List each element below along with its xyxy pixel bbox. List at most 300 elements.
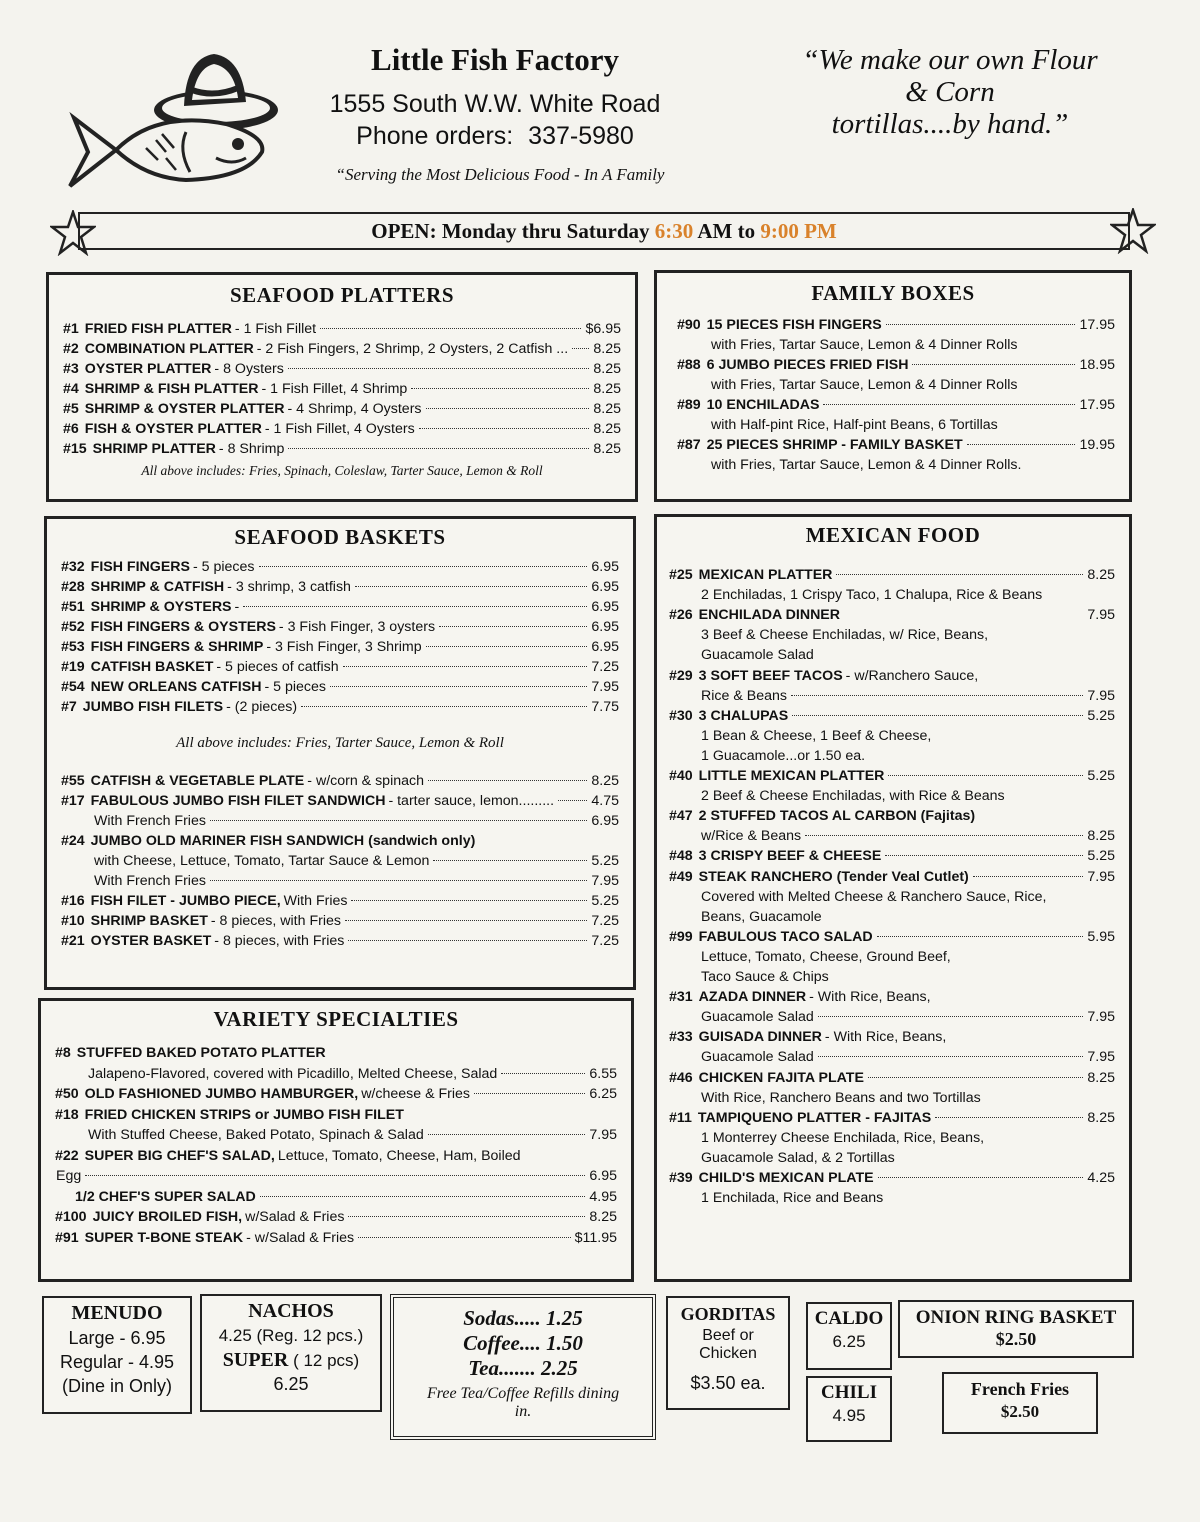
item-price: 17.95 [1079,397,1115,413]
item-name: 3 CHALUPAS [698,707,789,724]
item-number: #6 [63,421,79,437]
item-number: #49 [669,868,693,885]
item-name: SHRIMP & CATFISH [90,579,225,595]
nachos-regular: 4.25 (Reg. 12 pcs.) [218,1326,364,1345]
menu-item [669,806,1115,826]
item-description: - (2 pieces) [226,699,298,715]
item-detail: Guacamole Salad [701,1049,814,1066]
menu-item [61,697,619,717]
item-description: - 8 pieces, with Fries [214,933,345,949]
item-name: SHRIMP & OYSTERS [90,599,232,615]
gorditas-line-1: Beef or [702,1327,754,1344]
item-description: - [234,599,240,615]
item-number: #21 [61,933,85,949]
item-description: - 8 Oysters [214,361,284,377]
item-name: FRIED FISH PLATTER [84,321,232,337]
drinks-box [390,1294,656,1440]
item-price: 8.25 [589,1209,617,1225]
menu-item [61,931,619,951]
item-number: #10 [61,913,85,929]
dot-leader [85,1175,585,1176]
sodas-price: Sodas..... 1.25 [463,1306,583,1330]
dot-leader [877,936,1084,937]
item-detail: 1 Enchilada, Rice and Beans [701,1190,884,1207]
item-name: AZADA DINNER [698,989,807,1006]
dot-leader [558,800,587,801]
dot-leader [301,706,587,707]
menu-item [91,811,619,831]
item-price: 7.95 [1087,1049,1115,1066]
chili-box [806,1376,892,1442]
item-description: - 1 Fish Fillet, 4 Shrimp [261,381,408,397]
item-name: TAMPIQUENO PLATTER - FAJITAS [697,1109,932,1126]
menu-item [63,339,621,359]
item-price: 6.95 [591,639,619,655]
item-name: SHRIMP BASKET [90,913,208,929]
dot-leader [439,626,587,627]
item-price: 18.95 [1079,357,1115,373]
item-number: #51 [61,599,85,615]
item-number: #15 [63,441,87,457]
item-name: SHRIMP PLATTER [92,441,216,457]
section-title: VARIETY SPECIALTIES [213,1007,459,1031]
open-start: 6:30 [654,219,694,243]
item-name: FISH FILET - JUMBO PIECE, [90,893,281,909]
nachos-box [200,1294,382,1412]
item-description: With Stuffed Cheese, Baked Potato, Spinach & Salad [88,1127,424,1143]
menu-item [677,395,1115,415]
item-detail: Covered with Melted Cheese & Ranchero Sauce, Rice, [701,888,1047,905]
item-number: #54 [61,679,85,695]
item-number: #18 [55,1106,79,1123]
item-price: $11.95 [574,1229,617,1246]
menudo-note: (Dine in Only) [61,1376,173,1396]
item-price: 4.25 [1087,1170,1115,1186]
item-detail: with Half-pint Rice, Half-pint Beans, 6 Tortillas [711,417,998,433]
item-price: 6.95 [591,599,619,615]
menu-item [669,1108,1115,1128]
restaurant-name: Little Fish Factory [371,42,619,77]
dot-leader [243,606,587,607]
item-price: 6.95 [589,1168,617,1184]
onion-ring-title: ONION RING BASKET [915,1307,1117,1328]
item-number: #1 [63,321,79,337]
tortilla-quote [760,44,1140,140]
item-name: FRIED CHICKEN STRIPS or JUMBO FISH FILET [84,1106,404,1123]
chili-title: CHILI [821,1382,877,1403]
item-detail: 3 Beef & Cheese Enchiladas, w/ Rice, Beans, [701,627,989,644]
nachos-super-qty: ( 12 pcs) [293,1351,360,1370]
menu-item [61,677,619,697]
item-description: with Cheese, Lettuce, Tomato, Tartar Sauce & Lemon [94,853,430,869]
dot-leader [967,444,1076,445]
menu-item [677,355,1115,375]
dot-leader [288,448,589,449]
item-detail: w/Rice & Beans [701,828,802,845]
serving-tagline: “Serving the Most Delicious Food - In A Family [335,165,665,184]
menu-item [55,1207,617,1227]
menu-item [63,439,621,459]
dot-leader [348,940,587,941]
item-price: 5.25 [1087,768,1115,784]
item-detail: 1 Monterrey Cheese Enchilada, Rice, Beans, [701,1129,985,1146]
item-price: 6.25 [589,1086,617,1102]
item-price: 8.25 [593,341,621,357]
item-description: - 2 Fish Fingers, 2 Shrimp, 2 Oysters, 2 Catfish ... [256,341,569,357]
menu-item [75,1187,617,1207]
item-name: OYSTER PLATTER [84,361,212,377]
dot-leader [818,1056,1084,1057]
item-price: 8.25 [1087,1109,1115,1126]
open-end: 9:00 [760,219,799,243]
item-number: #50 [55,1086,79,1102]
item-price: 6.95 [591,619,619,635]
section-title: SEAFOOD PLATTERS [229,283,455,307]
item-number: #33 [669,1029,693,1046]
item-price: 7.25 [591,913,619,929]
open-pm: PM [804,219,837,243]
menu-item [91,871,619,891]
item-description: - 8 Shrimp [218,441,285,457]
menu-item [61,597,619,617]
item-price: 7.95 [591,873,619,889]
dot-leader [805,835,1083,836]
item-name: LITTLE MEXICAN PLATTER [698,768,885,784]
menu-item [55,1146,617,1166]
dot-leader [886,324,1076,325]
item-description: w/Salad & Fries [245,1209,345,1225]
item-number: #30 [669,707,693,724]
item-price: 8.25 [593,381,621,397]
family-boxes-section [654,270,1132,502]
dot-leader [973,876,1084,877]
dot-leader [572,348,589,349]
item-price: 8.25 [1087,1069,1115,1086]
dot-leader [935,1117,1083,1118]
item-number: #48 [669,848,693,865]
item-price: 7.95 [1087,868,1115,885]
nachos-super-label: SUPER [222,1349,289,1371]
dot-leader [868,1077,1083,1078]
item-description: - 5 pieces of catfish [216,659,339,675]
item-price: 8.25 [593,401,621,417]
item-number: #100 [55,1209,87,1225]
menu-item [85,1125,617,1145]
quote-line-3: tortillas....by hand.” [831,108,1069,140]
item-description: With Fries [283,893,348,909]
dot-leader [792,715,1083,716]
menu-item [63,379,621,399]
menu-item-continued [701,1007,1115,1027]
item-detail: Rice & Beans [701,687,787,704]
item-number: #26 [669,607,693,624]
item-number: #11 [669,1109,692,1126]
item-detail: with Fries, Tartar Sauce, Lemon & 4 Dinner Rolls. [711,457,1022,473]
refills-note: Free Tea/Coffee Refills dining [426,1385,620,1402]
menu-item [61,911,619,931]
item-name: ENCHILADA DINNER [698,607,841,624]
item-detail: 1 Guacamole...or 1.50 ea. [701,747,866,764]
dot-leader [348,1216,585,1217]
item-description: - tarter sauce, lemon......... [388,793,555,809]
tea-price: Tea....... 2.25 [468,1356,578,1380]
variety-specialties-section [38,998,634,1282]
item-number: #39 [669,1170,693,1186]
item-number: #90 [677,317,701,333]
item-detail: with Fries, Tartar Sauce, Lemon & 4 Dinner Rolls [711,377,1018,393]
french-fries-title: French Fries [970,1379,1070,1399]
item-name: 2 STUFFED TACOS AL CARBON (Fajitas) [698,808,976,825]
dot-leader [260,1196,586,1197]
item-name: FABULOUS JUMBO FISH FILET SANDWICH [90,793,386,809]
dot-leader [288,368,590,369]
item-price: $6.95 [585,321,621,337]
item-price: 19.95 [1079,437,1115,453]
item-detail: With Rice, Ranchero Beans and two Tortillas [701,1089,981,1106]
item-price: 5.25 [591,893,619,909]
menu-item [85,1064,617,1084]
menu-item [669,987,1115,1007]
mexican-food-section [654,514,1132,1282]
nachos-super [202,1349,380,1372]
dot-leader [355,586,587,587]
item-price: 6.95 [591,813,619,829]
item-number: #7 [61,699,77,715]
hours-banner [78,212,1130,250]
item-name: JUICY BROILED FISH, [92,1209,243,1225]
gorditas-box [666,1296,790,1410]
item-name: SHRIMP & OYSTER PLATTER [84,401,285,417]
item-description: - 3 shrimp, 3 catfish [227,579,351,595]
menu-item-continued [701,1047,1115,1067]
item-detail: 2 Enchiladas, 1 Crispy Taco, 1 Chalupa, Rice & Beans [701,587,1043,604]
item-name: 6 JUMBO PIECES FRIED FISH [706,357,909,373]
item-description: With French Fries [94,813,206,829]
section-note: All above includes: Fries, Tarter Sauce, Lemon & Roll [176,735,504,751]
item-price: 7.25 [591,933,619,949]
menu-item [63,399,621,419]
item-number: #53 [61,639,85,655]
phone-number: 337-5980 [528,122,634,150]
item-number: #22 [55,1147,79,1164]
menudo-title: MENUDO [71,1302,163,1324]
item-name: OLD FASHIONED JUMBO HAMBURGER, [84,1086,359,1102]
item-number: #87 [677,437,701,453]
item-description: - 3 Fish Finger, 3 oysters [278,619,436,635]
dot-leader [818,1016,1084,1017]
item-price: 5.95 [1087,928,1115,945]
item-price: 4.75 [591,793,619,809]
item-number: #99 [669,928,693,945]
item-number: #31 [669,989,693,1006]
item-number: #8 [55,1045,71,1061]
open-days: Monday thru Saturday [441,219,650,243]
item-detail: Taco Sauce & Chips [701,969,829,985]
phone-label: Phone orders: [356,122,514,150]
dot-leader [259,566,588,567]
dot-leader [345,920,587,921]
dot-leader [428,780,587,781]
item-name: 3 CRISPY BEEF & CHEESE [698,848,882,865]
item-number: #91 [55,1229,79,1246]
menu-item [61,831,619,851]
item-price: 8.25 [1087,567,1115,583]
menu-item [669,666,1115,686]
item-number: #24 [61,833,85,849]
menu-item [669,706,1115,726]
menudo-regular: Regular - 4.95 [59,1352,175,1372]
chili-price: 4.95 [832,1406,866,1425]
item-name: 25 PIECES SHRIMP - FAMILY BASKET [706,437,963,453]
item-description: w/cheese & Fries [361,1086,470,1102]
menu-item [55,1043,617,1063]
item-number: #3 [63,361,79,377]
item-name: CATFISH & VEGETABLE PLATE [90,773,305,789]
item-price: 7.25 [591,659,619,675]
item-description: - w/Ranchero Sauce, [845,667,979,684]
menu-item [669,605,1115,625]
item-number: #5 [63,401,79,417]
onion-ring-price: $2.50 [995,1329,1037,1349]
item-detail: Guacamole Salad, & 2 Tortillas [701,1149,895,1166]
item-number: #47 [669,808,693,825]
item-description: - 5 pieces [193,559,255,575]
menu-item [61,771,619,791]
item-price: 4.95 [589,1188,617,1205]
item-number: #52 [61,619,85,635]
refills-note-2: in. [514,1403,532,1420]
item-name: STEAK RANCHERO (Tender Veal Cutlet) [698,868,969,885]
item-name: 3 SOFT BEEF TACOS [698,667,843,684]
open-label: OPEN: [371,219,437,243]
menu-item [669,1027,1115,1047]
open-to: to [737,219,756,243]
caldo-box [806,1302,892,1370]
menu-item [61,891,619,911]
item-description: - 4 Shrimp, 4 Oysters [287,401,422,417]
item-name: COMBINATION PLATTER [84,341,254,357]
item-number: #32 [61,559,85,575]
item-description: - With Rice, Beans, [824,1029,947,1046]
item-description: - 1 Fish Fillet, 4 Oysters [264,421,415,437]
dot-leader [426,646,588,647]
menu-item [677,435,1115,455]
gorditas-price: $3.50 ea. [690,1373,766,1393]
menu-item [63,419,621,439]
item-name: FISH FINGERS [90,559,190,575]
item-price: 8.25 [593,361,621,377]
dot-leader [411,388,589,389]
menu-item [63,359,621,379]
menu-item [91,851,619,871]
item-name: STUFFED BAKED POTATO PLATTER [76,1045,326,1061]
dot-leader [474,1093,585,1094]
item-price: 8.25 [1087,828,1115,845]
item-name: NEW ORLEANS CATFISH [90,679,262,695]
item-description: - w/Salad & Fries [246,1229,355,1246]
menu-item [677,315,1115,335]
item-name: OYSTER BASKET [90,933,212,949]
phone-line [300,122,690,151]
item-description: Egg [56,1168,82,1184]
item-description: - 5 pieces [264,679,326,695]
item-name: 15 PIECES FISH FINGERS [706,317,882,333]
item-number: #4 [63,381,79,397]
dot-leader [433,860,587,861]
dot-leader [501,1073,585,1074]
dot-leader [358,1237,571,1238]
item-number: #55 [61,773,85,789]
dot-leader [912,364,1075,365]
dot-leader [343,666,588,667]
menu-item [55,1084,617,1104]
item-number: #46 [669,1069,693,1086]
item-description: Lettuce, Tomato, Cheese, Ham, Boiled [277,1147,521,1164]
nachos-super-price: 6.25 [273,1374,309,1394]
menu-item [53,1166,617,1186]
item-price: 7.95 [1087,607,1115,624]
menu-item [61,577,619,597]
item-description: With French Fries [94,873,206,889]
dot-leader [320,328,581,329]
item-price: 6.95 [591,579,619,595]
coffee-price: Coffee.... 1.50 [463,1331,583,1355]
item-name: SHRIMP & FISH PLATTER [84,381,259,397]
item-detail: Beans, Guacamole [701,908,822,925]
logo [66,40,286,190]
item-number: #40 [669,768,693,784]
item-name: SUPER T-BONE STEAK [84,1229,244,1246]
dot-leader [428,1134,586,1135]
dot-leader [885,855,1083,856]
item-name: FABULOUS TACO SALAD [698,928,873,945]
menudo-box [42,1296,192,1414]
item-name: JUMBO FISH FILETS [82,699,224,715]
item-detail: Lettuce, Tomato, Cheese, Ground Beef, [701,948,951,965]
item-description: - 8 pieces, with Fries [210,913,341,929]
dot-leader [330,686,587,687]
item-name: FISH FINGERS & SHRIMP [90,639,264,655]
item-price: 17.95 [1079,317,1115,333]
item-number: #2 [63,341,79,357]
menu-item [55,1105,617,1125]
item-price: 7.95 [591,679,619,695]
item-price: 5.25 [591,853,619,869]
quote-line-1: “We make our own Flour [802,44,1098,76]
item-name: FISH & OYSTER PLATTER [84,421,262,437]
french-fries-box [942,1372,1098,1434]
item-description: Jalapeno-Flavored, covered with Picadillo, Melted Cheese, Salad [88,1065,498,1082]
item-name: 10 ENCHILADAS [706,397,820,413]
gorditas-line-2: Chicken [699,1345,757,1362]
item-price: 5.25 [1087,707,1115,724]
item-detail: 2 Beef & Cheese Enchiladas, with Rice & Beans [701,788,1005,805]
menu-item [55,1228,617,1248]
item-number: #28 [61,579,85,595]
dot-leader [791,695,1083,696]
item-number: #88 [677,357,701,373]
fish-with-sombrero-logo [66,40,286,190]
item-number: #16 [61,893,85,909]
item-description: - 1 Fish Fillet [234,321,317,337]
menu-item [669,846,1115,866]
section-title: MEXICAN FOOD [805,523,981,547]
item-price: 7.95 [1087,687,1115,704]
item-price: 8.25 [593,421,621,437]
menu-item [669,565,1115,585]
address: 1555 South W.W. White Road [329,90,661,118]
item-number: #17 [61,793,85,809]
